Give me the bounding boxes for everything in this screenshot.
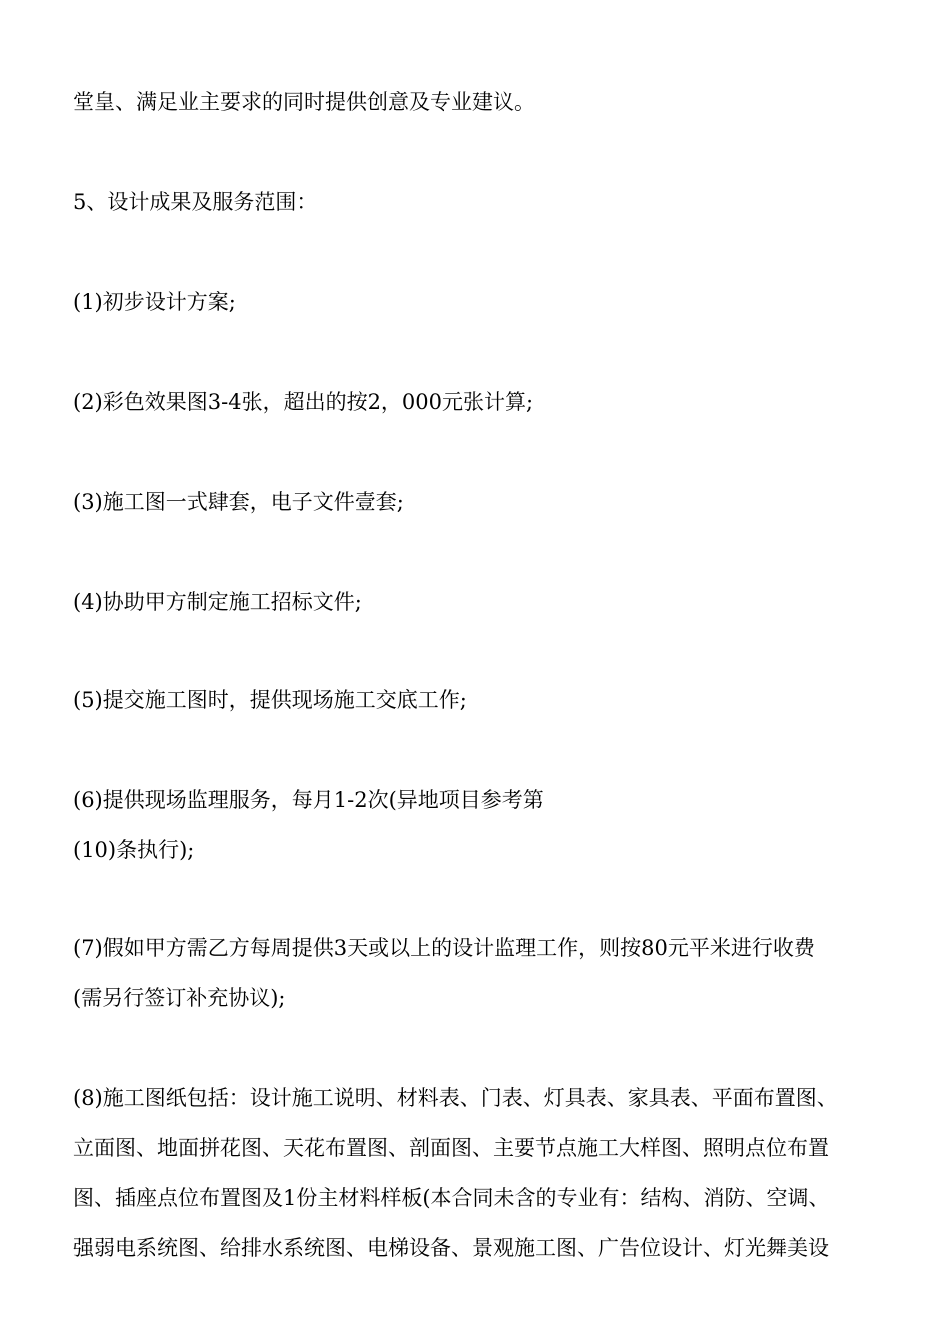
- list-item: (4)协助甲方制定施工招标文件;: [73, 590, 362, 614]
- list-item: (8)施工图纸包括：设计施工说明、材料表、门表、灯具表、家具表、平面布置图、: [73, 1086, 838, 1110]
- list-item-continuation: 立面图、地面拼花图、天花布置图、剖面图、主要节点施工大样图、照明点位布置: [73, 1136, 829, 1160]
- list-item: (3)施工图一式肆套，电子文件壹套;: [73, 490, 404, 514]
- list-item: (7)假如甲方需乙方每周提供3天或以上的设计监理工作，则按80元平米进行收费: [73, 936, 815, 960]
- list-item: (1)初步设计方案;: [73, 290, 236, 314]
- list-item-continuation: (10)条执行);: [73, 838, 195, 862]
- list-item-continuation: 图、插座点位布置图及1份主材料样板(本合同未含的专业有：结构、消防、空调、: [73, 1186, 830, 1210]
- list-item: (6)提供现场监理服务，每月1-2次(异地项目参考第: [73, 788, 544, 812]
- list-item-continuation: 强弱电系统图、给排水系统图、电梯设备、景观施工图、广告位设计、灯光舞美设: [73, 1236, 829, 1260]
- list-item: (2)彩色效果图3-4张，超出的按2，000元张计算;: [73, 390, 534, 414]
- section-heading: 5、设计成果及服务范围：: [73, 190, 318, 214]
- paragraph-line: 堂皇、满足业主要求的同时提供创意及专业建议。: [73, 90, 535, 114]
- list-item-continuation: (需另行签订补充协议);: [73, 986, 286, 1010]
- list-item: (5)提交施工图时，提供现场施工交底工作;: [73, 688, 467, 712]
